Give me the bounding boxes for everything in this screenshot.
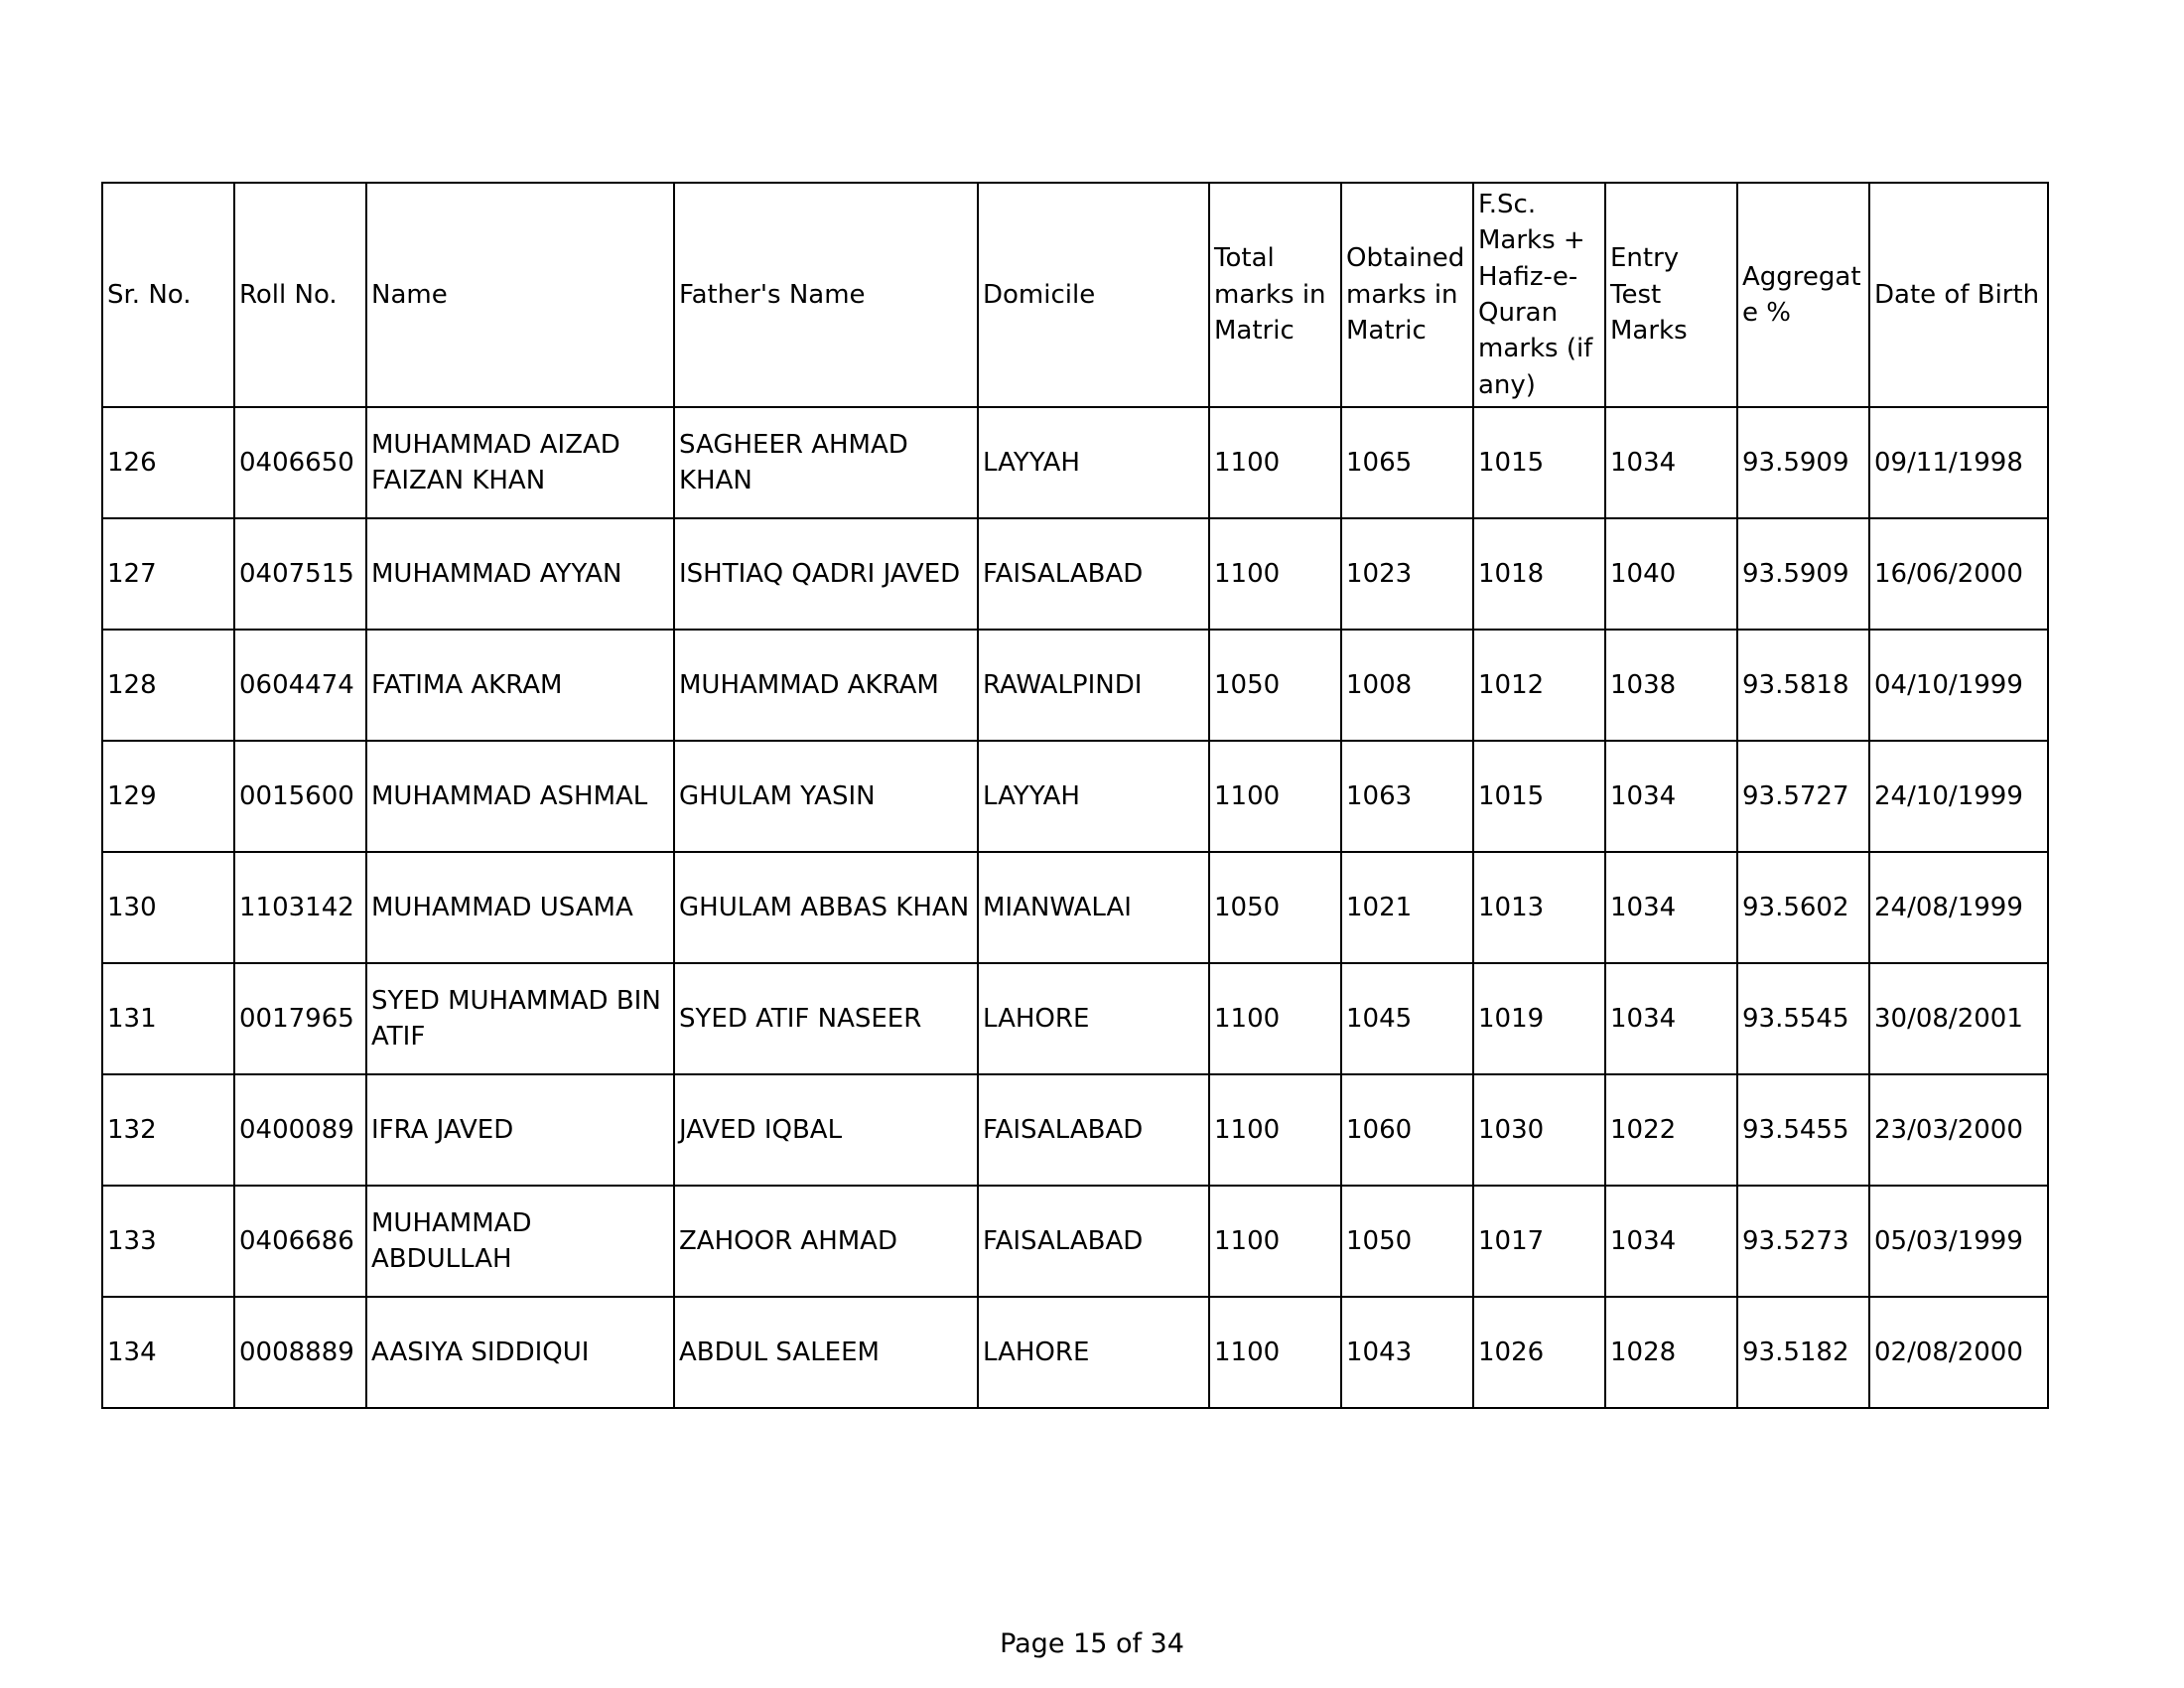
cell-aggregate: 93.5909 <box>1737 407 1869 518</box>
cell-obtained-marks: 1060 <box>1341 1074 1473 1186</box>
header-entry-test-marks: Entry Test Marks <box>1605 183 1737 407</box>
cell-sr-no: 132 <box>102 1074 234 1186</box>
cell-fathers-name: ZAHOOR AHMAD <box>674 1186 978 1297</box>
cell-sr-no: 128 <box>102 630 234 741</box>
cell-fathers-name: JAVED IQBAL <box>674 1074 978 1186</box>
cell-date-of-birth: 02/08/2000 <box>1869 1297 2048 1408</box>
table-row <box>102 1297 2048 1408</box>
cell-domicile: FAISALABAD <box>978 1186 1209 1297</box>
table-row <box>102 407 2048 518</box>
cell-domicile: RAWALPINDI <box>978 630 1209 741</box>
cell-roll-no: 1103142 <box>234 852 366 963</box>
cell-total-marks: 1050 <box>1209 630 1341 741</box>
cell-domicile: FAISALABAD <box>978 518 1209 630</box>
cell-total-marks: 1100 <box>1209 407 1341 518</box>
header-obtained-marks-matric: Obtained marks in Matric <box>1341 183 1473 407</box>
cell-domicile: LAHORE <box>978 1297 1209 1408</box>
cell-roll-no: 0604474 <box>234 630 366 741</box>
cell-sr-no: 133 <box>102 1186 234 1297</box>
table-row <box>102 852 2048 963</box>
cell-date-of-birth: 24/10/1999 <box>1869 741 2048 852</box>
cell-date-of-birth: 05/03/1999 <box>1869 1186 2048 1297</box>
cell-domicile: LAYYAH <box>978 741 1209 852</box>
cell-obtained-marks: 1021 <box>1341 852 1473 963</box>
cell-date-of-birth: 24/08/1999 <box>1869 852 2048 963</box>
table-body <box>102 407 2048 1408</box>
cell-total-marks: 1100 <box>1209 1074 1341 1186</box>
cell-aggregate: 93.5909 <box>1737 518 1869 630</box>
table-header <box>102 183 2048 407</box>
cell-name: MUHAMMAD USAMA <box>366 852 674 963</box>
cell-obtained-marks: 1043 <box>1341 1297 1473 1408</box>
cell-date-of-birth: 16/06/2000 <box>1869 518 2048 630</box>
cell-total-marks: 1050 <box>1209 852 1341 963</box>
cell-fsc-marks: 1013 <box>1473 852 1605 963</box>
cell-roll-no: 0406686 <box>234 1186 366 1297</box>
cell-name: MUHAMMAD ABDULLAH <box>366 1186 674 1297</box>
cell-entry-test-marks: 1038 <box>1605 630 1737 741</box>
table-row <box>102 630 2048 741</box>
cell-aggregate: 93.5182 <box>1737 1297 1869 1408</box>
cell-date-of-birth: 30/08/2001 <box>1869 963 2048 1074</box>
cell-roll-no: 0017965 <box>234 963 366 1074</box>
cell-entry-test-marks: 1022 <box>1605 1074 1737 1186</box>
cell-name: MUHAMMAD AYYAN <box>366 518 674 630</box>
cell-entry-test-marks: 1034 <box>1605 741 1737 852</box>
cell-fsc-marks: 1026 <box>1473 1297 1605 1408</box>
cell-sr-no: 129 <box>102 741 234 852</box>
cell-obtained-marks: 1065 <box>1341 407 1473 518</box>
cell-roll-no: 0008889 <box>234 1297 366 1408</box>
cell-fsc-marks: 1015 <box>1473 407 1605 518</box>
cell-date-of-birth: 23/03/2000 <box>1869 1074 2048 1186</box>
cell-name: AASIYA SIDDIQUI <box>366 1297 674 1408</box>
cell-domicile: LAHORE <box>978 963 1209 1074</box>
cell-total-marks: 1100 <box>1209 518 1341 630</box>
table-row <box>102 1186 2048 1297</box>
cell-sr-no: 134 <box>102 1297 234 1408</box>
cell-fathers-name: ISHTIAQ QADRI JAVED <box>674 518 978 630</box>
cell-name: MUHAMMAD ASHMAL <box>366 741 674 852</box>
cell-aggregate: 93.5818 <box>1737 630 1869 741</box>
cell-roll-no: 0015600 <box>234 741 366 852</box>
merit-list-table <box>101 182 2049 1409</box>
header-fathers-name: Father's Name <box>674 183 978 407</box>
cell-obtained-marks: 1063 <box>1341 741 1473 852</box>
cell-entry-test-marks: 1034 <box>1605 963 1737 1074</box>
cell-name: SYED MUHAMMAD BIN ATIF <box>366 963 674 1074</box>
header-aggregate: Aggregate % <box>1737 183 1869 407</box>
cell-aggregate: 93.5545 <box>1737 963 1869 1074</box>
cell-date-of-birth: 04/10/1999 <box>1869 630 2048 741</box>
table-row <box>102 963 2048 1074</box>
cell-total-marks: 1100 <box>1209 1186 1341 1297</box>
cell-fsc-marks: 1012 <box>1473 630 1605 741</box>
cell-fsc-marks: 1017 <box>1473 1186 1605 1297</box>
cell-name: IFRA JAVED <box>366 1074 674 1186</box>
cell-sr-no: 130 <box>102 852 234 963</box>
cell-aggregate: 93.5273 <box>1737 1186 1869 1297</box>
cell-fsc-marks: 1030 <box>1473 1074 1605 1186</box>
header-sr-no: Sr. No. <box>102 183 234 407</box>
header-row <box>102 183 2048 407</box>
cell-obtained-marks: 1050 <box>1341 1186 1473 1297</box>
cell-obtained-marks: 1008 <box>1341 630 1473 741</box>
cell-sr-no: 127 <box>102 518 234 630</box>
header-total-marks-matric: Total marks in Matric <box>1209 183 1341 407</box>
cell-entry-test-marks: 1034 <box>1605 852 1737 963</box>
cell-obtained-marks: 1045 <box>1341 963 1473 1074</box>
header-roll-no: Roll No. <box>234 183 366 407</box>
cell-date-of-birth: 09/11/1998 <box>1869 407 2048 518</box>
cell-domicile: FAISALABAD <box>978 1074 1209 1186</box>
cell-entry-test-marks: 1028 <box>1605 1297 1737 1408</box>
header-domicile: Domicile <box>978 183 1209 407</box>
header-date-of-birth: Date of Birth <box>1869 183 2048 407</box>
cell-aggregate: 93.5455 <box>1737 1074 1869 1186</box>
cell-fathers-name: SYED ATIF NASEER <box>674 963 978 1074</box>
cell-total-marks: 1100 <box>1209 1297 1341 1408</box>
cell-name: FATIMA AKRAM <box>366 630 674 741</box>
cell-fathers-name: SAGHEER AHMAD KHAN <box>674 407 978 518</box>
cell-total-marks: 1100 <box>1209 963 1341 1074</box>
cell-fsc-marks: 1018 <box>1473 518 1605 630</box>
cell-aggregate: 93.5602 <box>1737 852 1869 963</box>
cell-entry-test-marks: 1040 <box>1605 518 1737 630</box>
cell-fathers-name: ABDUL SALEEM <box>674 1297 978 1408</box>
cell-sr-no: 131 <box>102 963 234 1074</box>
cell-entry-test-marks: 1034 <box>1605 407 1737 518</box>
cell-fathers-name: MUHAMMAD AKRAM <box>674 630 978 741</box>
cell-fathers-name: GHULAM ABBAS KHAN <box>674 852 978 963</box>
cell-obtained-marks: 1023 <box>1341 518 1473 630</box>
cell-name: MUHAMMAD AIZAD FAIZAN KHAN <box>366 407 674 518</box>
header-fsc-marks: F.Sc. Marks + Hafiz-e-Quran marks (if any) <box>1473 183 1605 407</box>
cell-fsc-marks: 1015 <box>1473 741 1605 852</box>
cell-roll-no: 0400089 <box>234 1074 366 1186</box>
cell-sr-no: 126 <box>102 407 234 518</box>
cell-roll-no: 0406650 <box>234 407 366 518</box>
cell-domicile: MIANWALAI <box>978 852 1209 963</box>
cell-domicile: LAYYAH <box>978 407 1209 518</box>
cell-aggregate: 93.5727 <box>1737 741 1869 852</box>
cell-fsc-marks: 1019 <box>1473 963 1605 1074</box>
cell-roll-no: 0407515 <box>234 518 366 630</box>
cell-total-marks: 1100 <box>1209 741 1341 852</box>
page-number: Page 15 of 34 <box>1000 1628 1184 1659</box>
cell-entry-test-marks: 1034 <box>1605 1186 1737 1297</box>
table-row <box>102 518 2048 630</box>
table-row <box>102 741 2048 852</box>
table-row <box>102 1074 2048 1186</box>
header-name: Name <box>366 183 674 407</box>
cell-fathers-name: GHULAM YASIN <box>674 741 978 852</box>
